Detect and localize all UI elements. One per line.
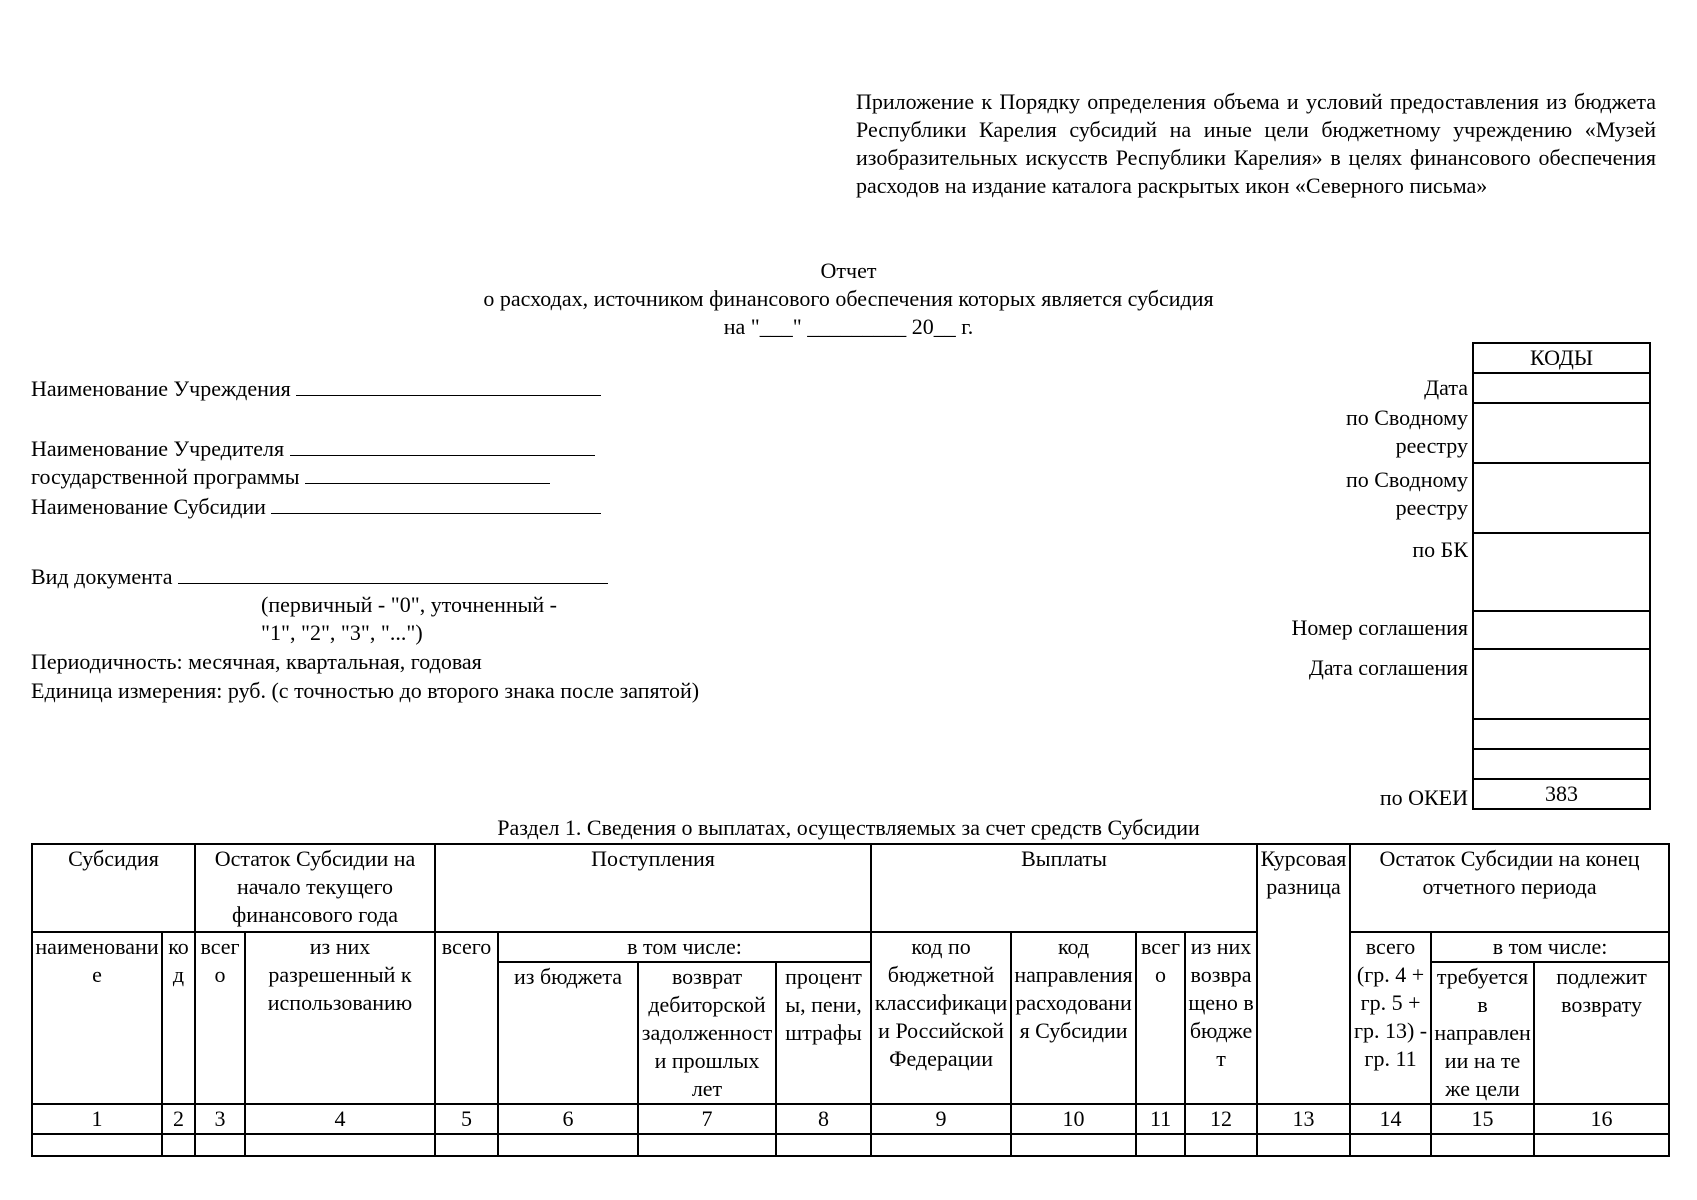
h-bk-code: код по бюджетной классификации Российской Федерации — [871, 932, 1011, 1104]
codes-agreement-date-cell[interactable] — [1473, 649, 1650, 719]
codes-registry2-cell[interactable] — [1473, 463, 1650, 533]
data-cell[interactable] — [1534, 1134, 1669, 1156]
data-cell[interactable] — [435, 1134, 498, 1156]
codes-labels — [1200, 0, 1468, 820]
col-number: 11 — [1136, 1104, 1185, 1134]
program-label: государственной программы — [31, 464, 300, 489]
data-cell[interactable] — [162, 1134, 195, 1156]
data-cell[interactable] — [1011, 1134, 1136, 1156]
codes-bk-label: по БК — [1412, 537, 1468, 562]
data-cell[interactable] — [195, 1134, 245, 1156]
unit-text: Единица измерения: руб. (с точностью до второго знака после запятой) — [31, 678, 700, 703]
subsidy-field — [31, 494, 601, 520]
column-numbers-row — [32, 1104, 1669, 1134]
h-returned: из них возвращено в бюджет — [1185, 932, 1257, 1104]
institution-input-line[interactable] — [296, 377, 601, 396]
codes-registry1-label-a: по Сводному — [1345, 405, 1468, 430]
codes-registry2-label-a: по Сводному — [1345, 467, 1468, 492]
col-number: 15 — [1431, 1104, 1534, 1134]
h-start-balance: Остаток Субсидии на начало текущего финансового года — [195, 844, 435, 932]
codes-registry1-label-b: реестру — [1395, 433, 1468, 458]
subsidy-input-line[interactable] — [271, 495, 601, 514]
col-number: 7 — [638, 1104, 776, 1134]
data-cell[interactable] — [245, 1134, 435, 1156]
h-subsidy: Субсидия — [32, 844, 195, 932]
col-number: 10 — [1011, 1104, 1136, 1134]
program-field — [31, 464, 550, 490]
founder-label: Наименование Учредителя — [31, 436, 285, 461]
codes-registry1-cell[interactable] — [1473, 403, 1650, 463]
data-cell[interactable] — [871, 1134, 1011, 1156]
h-debt-return: возврат дебиторской задолженности прошлых лет — [638, 962, 776, 1104]
report-title-line1: Отчет — [820, 258, 877, 283]
table-row — [32, 1134, 1669, 1156]
data-cell[interactable] — [1431, 1134, 1534, 1156]
report-title-line2: о расходах, источником финансового обеспечения которых является субсидия — [483, 286, 1214, 311]
h-exchange: Курсовая разница — [1257, 844, 1350, 1104]
appendix-text: Приложение к Порядку определения объема и условий предоставления из бюджета Республики Карелия субсидий на иные цели бюджетному учреждению «Музей изобразительных искусств Республики Карелия» в целях финансового обеспечения расходов на издание каталога раскрытых икон «Северного письма» — [856, 89, 1656, 198]
h-code: код — [162, 932, 195, 1104]
col-number: 5 — [435, 1104, 498, 1134]
codes-table — [1472, 342, 1651, 810]
data-cell[interactable] — [1350, 1134, 1431, 1156]
col-number: 9 — [871, 1104, 1011, 1134]
h-end-balance: Остаток Субсидии на конец отчетного периода — [1350, 844, 1669, 932]
data-cell[interactable] — [1257, 1134, 1350, 1156]
institution-label: Наименование Учреждения — [31, 376, 291, 401]
h-name: наименование — [32, 932, 162, 1104]
doc-type-hint-2: "1", "2", "3", "...") — [261, 620, 423, 645]
founder-input-line[interactable] — [290, 437, 595, 456]
codes-agreement-number-label: Номер соглашения — [1291, 615, 1468, 640]
h-including-receipts: в том числе: — [498, 932, 871, 962]
data-cell[interactable] — [498, 1134, 638, 1156]
col-number: 2 — [162, 1104, 195, 1134]
codes-okei-label: по ОКЕИ — [1379, 785, 1468, 810]
col-number: 16 — [1534, 1104, 1669, 1134]
h-required: требуется в направлении на те же цели — [1431, 962, 1534, 1104]
header-row-2 — [32, 932, 1669, 962]
codes-header: КОДЫ — [1473, 343, 1650, 373]
col-number: 14 — [1350, 1104, 1431, 1134]
founder-field — [31, 436, 595, 462]
h-from-budget: из бюджета — [498, 962, 638, 1104]
col-number: 6 — [498, 1104, 638, 1134]
data-cell[interactable] — [32, 1134, 162, 1156]
doc-type-input-line[interactable] — [178, 565, 608, 584]
data-cell[interactable] — [1136, 1134, 1185, 1156]
h-to-return: подлежит возврату — [1534, 962, 1669, 1104]
doc-type-hint-1: (первичный - "0", уточненный - — [261, 592, 557, 617]
h-interest: проценты, пени, штрафы — [776, 962, 871, 1104]
h-total-14: всего (гр. 4 + гр. 5 + гр. 13) - гр. 11 — [1350, 932, 1431, 1104]
col-number: 4 — [245, 1104, 435, 1134]
col-number: 3 — [195, 1104, 245, 1134]
program-input-line[interactable] — [305, 465, 550, 484]
h-total-5: всего — [435, 932, 498, 1104]
section1-table — [31, 843, 1670, 1157]
codes-extra-cell-2[interactable] — [1473, 749, 1650, 779]
codes-date-cell[interactable] — [1473, 373, 1650, 403]
h-total-11: всего — [1136, 932, 1185, 1104]
h-receipts: Поступления — [435, 844, 871, 932]
h-including-end: в том числе: — [1431, 932, 1669, 962]
codes-agreement-number-cell[interactable] — [1473, 611, 1650, 649]
col-number: 1 — [32, 1104, 162, 1134]
section1-title: Раздел 1. Сведения о выплатах, осуществляемых за счет средств Субсидии — [497, 815, 1200, 840]
data-cell[interactable] — [638, 1134, 776, 1156]
codes-bk-cell[interactable] — [1473, 533, 1650, 611]
h-payments: Выплаты — [871, 844, 1257, 932]
doc-type-field — [31, 564, 608, 590]
h-total-3: всего — [195, 932, 245, 1104]
h-allowed: из них разрешенный к использованию — [245, 932, 435, 1104]
doc-type-label: Вид документа — [31, 564, 173, 589]
col-number: 13 — [1257, 1104, 1350, 1134]
codes-okei-cell: 383 — [1473, 779, 1650, 809]
h-direction-code: код направления расходования Субсидии — [1011, 932, 1136, 1104]
report-title-line3: на "___" _________ 20__ г. — [723, 314, 974, 339]
periodicity-text: Периодичность: месячная, квартальная, годовая — [31, 649, 482, 674]
header-row-1 — [32, 844, 1669, 932]
data-cell[interactable] — [1185, 1134, 1257, 1156]
data-cell[interactable] — [776, 1134, 871, 1156]
institution-field — [31, 376, 601, 402]
codes-extra-cell-1[interactable] — [1473, 719, 1650, 749]
codes-date-label: Дата — [1424, 375, 1468, 400]
subsidy-label: Наименование Субсидии — [31, 494, 266, 519]
codes-agreement-date-label: Дата соглашения — [1308, 655, 1468, 680]
col-number: 12 — [1185, 1104, 1257, 1134]
col-number: 8 — [776, 1104, 871, 1134]
codes-registry2-label-b: реестру — [1395, 495, 1468, 520]
